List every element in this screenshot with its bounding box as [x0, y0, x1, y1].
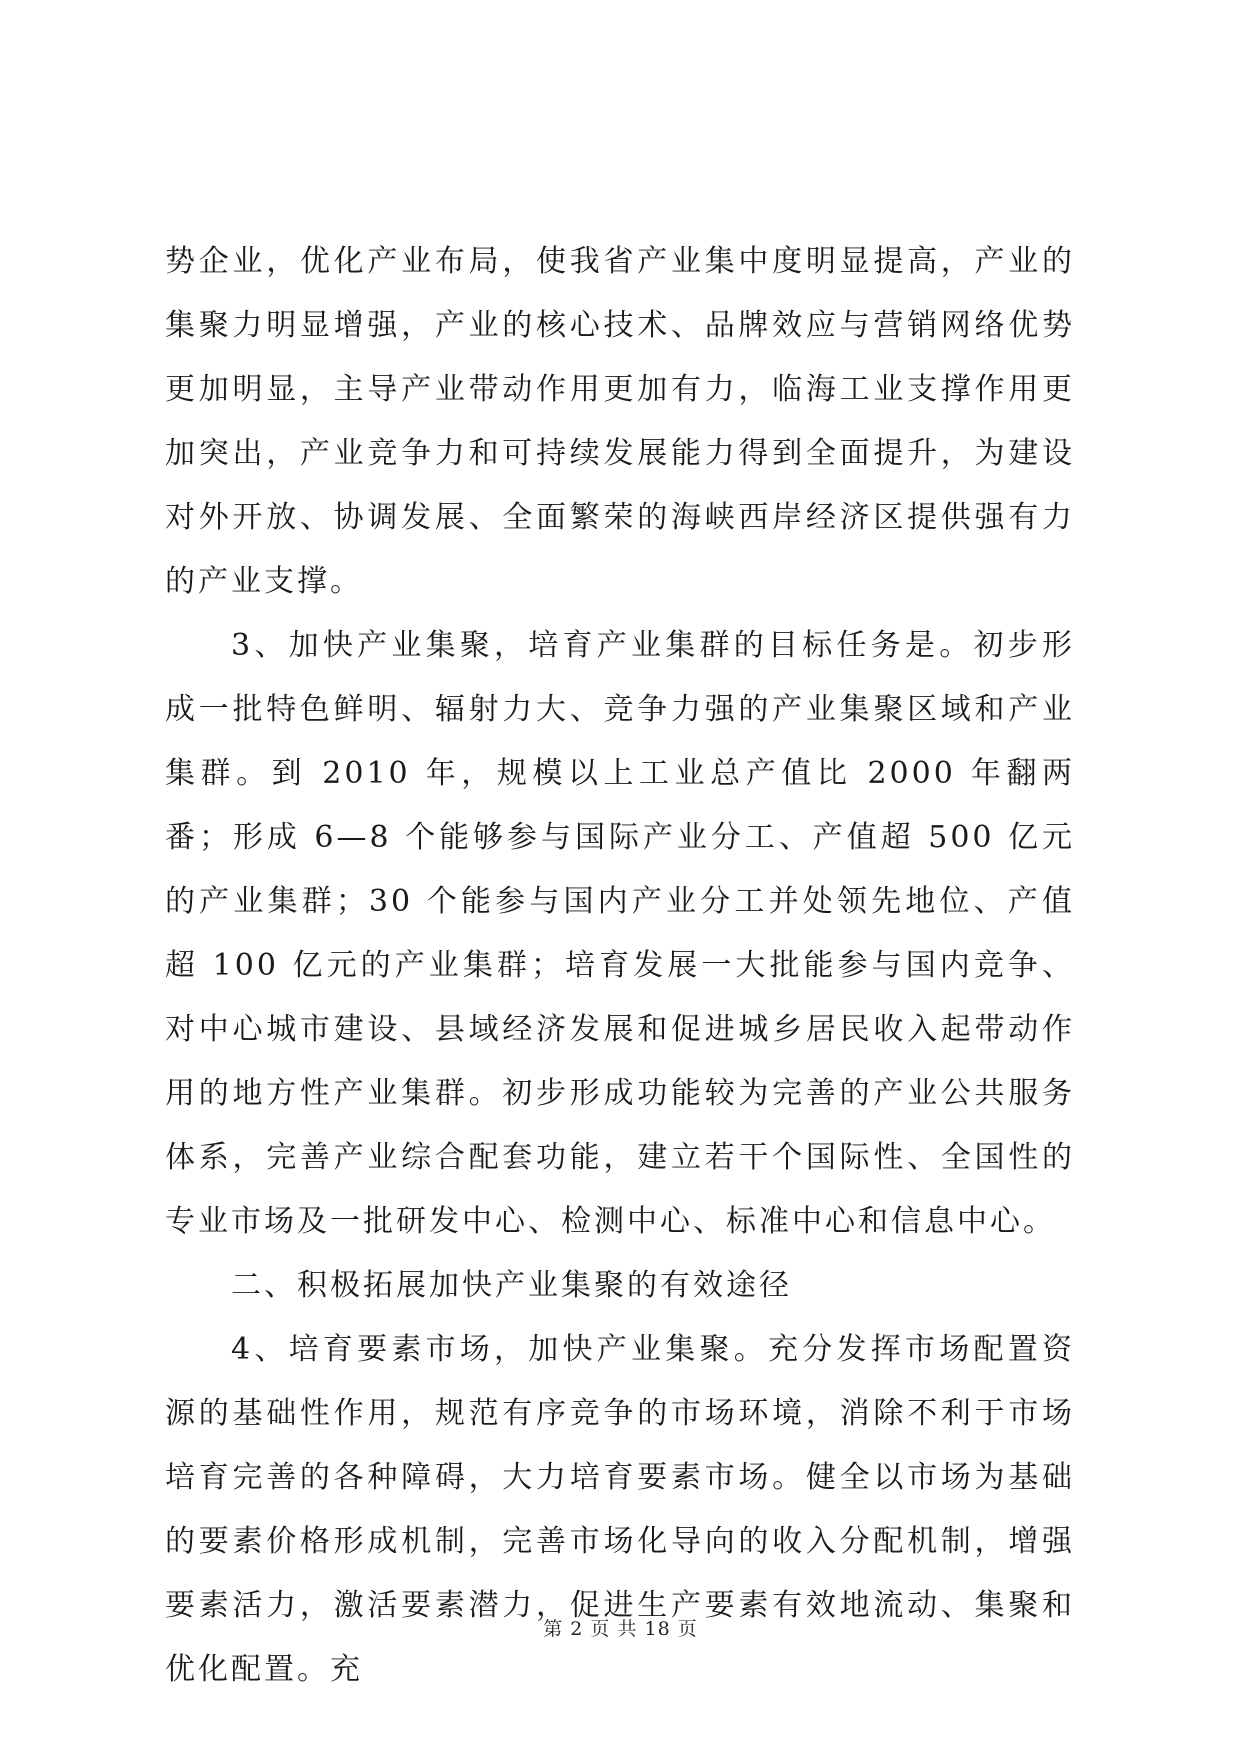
page-number-footer: 第 2 页 共 18 页: [543, 1618, 698, 1640]
paragraph-continued: 势企业，优化产业布局，使我省产业集中度明显提高，产业的集聚力明显增强，产业的核心技术、品牌效应与营销网络优势更加明显，主导产业带动作用更加有力，临海工业支撑作用更加突出，产业竞争力和可持续发展能力得到全面提升，为建设对外开放、协调发展、全面繁荣的海峡西岸经济区提供强有力的产业支撑。: [165, 244, 1075, 599]
paragraph-4-factor-markets: 4、培育要素市场，加快产业集聚。充分发挥市场配置资源的基础性作用，规范有序竞争的市场环境，消除不利于市场培育完善的各种障碍，大力培育要素市场。健全以市场为基础的要素价格形成机制，完善市场化导向的收入分配机制，增强要素活力，激活要素潜力，促进生产要素有效地流动、集聚和优化配置。充: [165, 1332, 1075, 1687]
document-body: [165, 230, 1075, 1702]
paragraph-3-targets: 3、加快产业集聚，培育产业集群的目标任务是。初步形成一批特色鲜明、辐射力大、竞争力强的产业集聚区域和产业集群。到 2010 年，规模以上工业总产值比 2000 年翻两番；形成 6—8 个能够参与国际产业分工、产值超 500 亿元的产业集群；30 个能参与国内产业分工并处领先地位、产值超 100 亿元的产业集群；培育发展一大批能参与国内竞争、对中心城市建设、县域经济发展和促进城乡居民收入起带动作用的地方性产业集群。初步形成功能较为完善的产业公共服务体系，完善产业综合配套功能，建立若干个国际性、全国性的专业市场及一批研发中心、检测中心、标准中心和信息中心。: [165, 628, 1075, 1239]
section-heading-2: 二、积极拓展加快产业集聚的有效途径: [231, 1268, 792, 1303]
